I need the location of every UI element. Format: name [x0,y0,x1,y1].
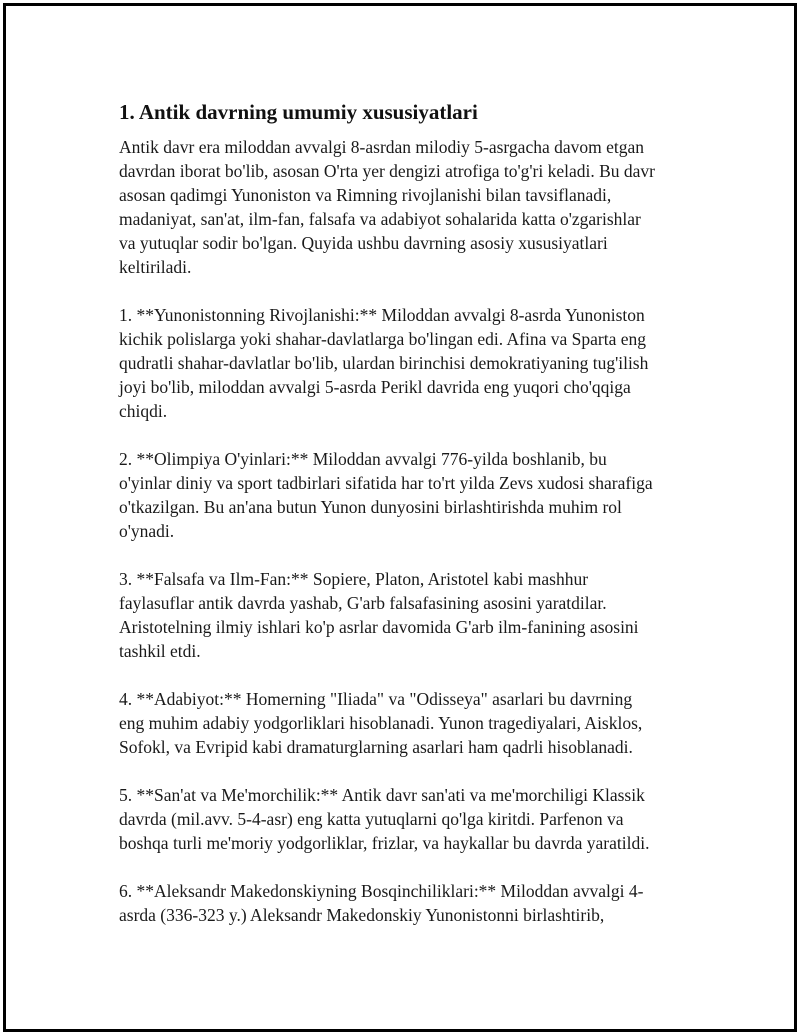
text-line: boshqa turli me'moriy yodgorliklar, frizlar, va haykallar bu davrda yaratildi. [119,833,650,853]
text-line: 3. **Falsafa va Ilm-Fan:** Sopiere, Platon, Aristotel kabi mashhur [119,569,589,589]
text-line: qudratli shahar-davlatlar bo'lib, ulardan birinchisi demokratiyaning tug'ilish [119,353,649,373]
text-line: davrdan iborat bo'lib, asosan O'rta yer dengizi atrofiga to'g'ri keladi. Bu davr [119,161,655,181]
text-line: joyi bo'lib, miloddan avvalgi 5-asrda Perikl davrida eng yuqori cho'qqiga [119,377,631,397]
text-line: faylasuflar antik davrda yashab, G'arb falsafasining asosini yaratdilar. [119,593,607,613]
section-heading: 1. Antik davrning umumiy xususiyatlari [119,100,478,124]
text-line: 4. **Adabiyot:** Homerning "Iliada" va "Odisseya" asarlari bu davrning [119,689,633,709]
text-line: Aristotelning ilmiy ishlari ko'p asrlar davomida G'arb ilm-fanining asosini [119,617,639,637]
text-line: o'tkazilgan. Bu an'ana butun Yunon dunyosini birlashtirishda muhim rol [119,497,622,517]
text-line: 2. **Olimpiya O'yinlari:** Miloddan avvalgi 776-yilda boshlanib, bu [119,449,607,469]
text-line: chiqdi. [119,401,168,421]
text-line: 5. **San'at va Me'morchilik:** Antik davr san'ati va me'morchiligi Klassik [119,785,645,805]
text-line: Antik davr era miloddan avvalgi 8-asrdan milodiy 5-asrgacha davom etgan [119,137,644,157]
text-line: tashkil etdi. [119,641,201,661]
text-line: va yutuqlar sodir bo'lgan. Quyida ushbu davrning asosiy xususiyatlari [119,233,608,253]
text-line: davrda (mil.avv. 5-4-asr) eng katta yutuqlarni qo'lga kiritdi. Parfenon va [119,809,624,829]
text-line: 6. **Aleksandr Makedonskiyning Bosqinchiliklari:** Miloddan avvalgi 4- [119,881,644,901]
text-line: keltiriladi. [119,257,192,277]
paragraph-item-4 [119,687,699,759]
paragraph-intro [119,135,699,279]
text-line: eng muhim adabiy yodgorliklari hisoblanadi. Yunon tragediyalari, Aisklos, [119,713,643,733]
text-line: kichik polislarga yoki shahar-davlatlarga bo'lingan edi. Afina va Sparta eng [119,329,647,349]
text-line: 1. **Yunonistonning Rivojlanishi:** Miloddan avvalgi 8-asrda Yunoniston [119,305,645,325]
text-line: o'ynadi. [119,521,175,541]
page-frame [3,3,797,1032]
text-line: asrda (336-323 y.) Aleksandr Makedonskiy Yunonistonni birlashtirib, [119,905,605,925]
text-line: madaniyat, san'at, ilm-fan, falsafa va adabiyot sohalarida katta o'zgarishlar [119,209,641,229]
document-body [119,99,699,951]
text-line: o'yinlar diniy va sport tadbirlari sifatida har to'rt yilda Zevs xudosi sharafiga [119,473,653,493]
paragraph-item-5 [119,783,699,855]
paragraph-item-6 [119,879,699,927]
paragraph-item-2 [119,447,699,543]
text-line: Sofokl, va Evripid kabi dramaturglarning asarlari ham qadrli hisoblanadi. [119,737,633,757]
paragraph-item-1 [119,303,699,423]
paragraph-item-3 [119,567,699,663]
text-line: asosan qadimgi Yunoniston va Rimning rivojlanishi bilan tavsiflanadi, [119,185,612,205]
